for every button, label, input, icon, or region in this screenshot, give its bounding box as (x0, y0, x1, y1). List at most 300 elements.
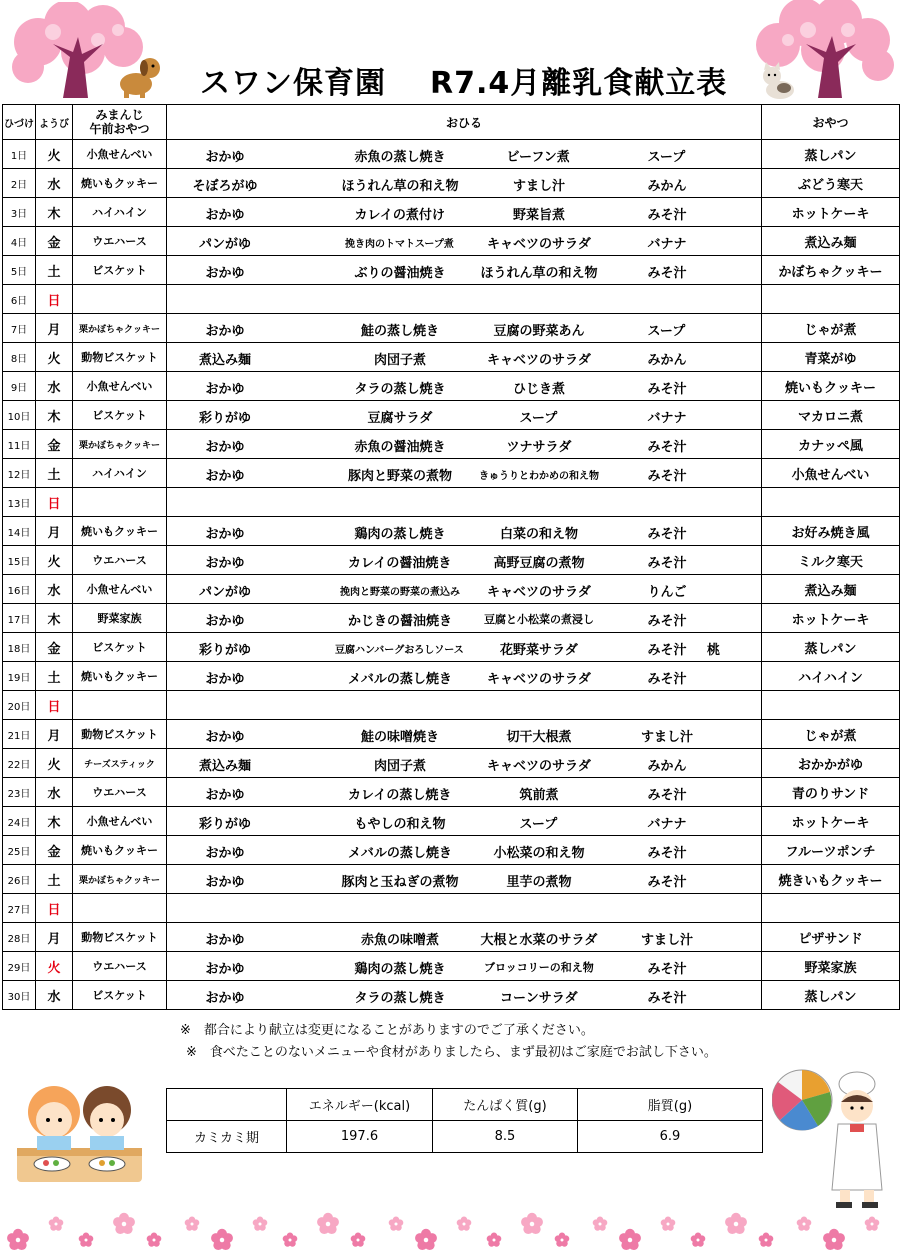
lunch-item-3: 豆腐の野菜あん (493, 324, 585, 339)
row-date: 22日 (3, 749, 36, 778)
row-am-snack: 動物ビスケット (73, 343, 167, 372)
lunch-item-3: ブロッコリーの和え物 (484, 961, 594, 974)
lunch-item-3: スープ (519, 411, 558, 426)
sakura-flower-icon (823, 1229, 845, 1250)
row-am-snack: 小魚せんべい (73, 575, 167, 604)
row-lunch (167, 517, 762, 546)
lunch-item-1: おかゆ (205, 672, 245, 687)
lunch-item-3: ビーフン煮 (506, 150, 570, 165)
lunch-item-2: メバルの蒸し焼き (348, 672, 452, 687)
lunch-item-1: おかゆ (205, 382, 245, 397)
menu-row (3, 981, 900, 1010)
row-weekday: 日 (36, 285, 73, 314)
menu-row (3, 314, 900, 343)
lunch-item-1: おかゆ (205, 614, 245, 629)
sakura-flower-icon (7, 1229, 29, 1250)
lunch-item-1: パンがゆ (199, 585, 252, 600)
notes (180, 1020, 717, 1064)
menu-row (3, 807, 900, 836)
sakura-border (0, 1210, 900, 1255)
row-weekday: 火 (36, 343, 73, 372)
lunch-item-3: キャベツのサラダ (487, 585, 591, 600)
sakura-flower-icon (185, 1217, 200, 1231)
row-weekday: 日 (36, 488, 73, 517)
row-date: 27日 (3, 894, 36, 923)
cat-icon (760, 62, 800, 100)
row-date: 25日 (3, 836, 36, 865)
row-am-snack: 栗かぼちゃクッキー (73, 314, 167, 343)
menu-row (3, 372, 900, 401)
row-weekday: 金 (36, 633, 73, 662)
row-date: 4日 (3, 227, 36, 256)
menu-row (3, 575, 900, 604)
lunch-item-4: みそ汁 (647, 208, 687, 223)
row-pm-snack: ホットケーキ (762, 198, 900, 227)
row-pm-snack: 蒸しパン (762, 981, 900, 1010)
lunch-item-2: メバルの蒸し焼き (348, 846, 452, 861)
header-am-snack-line1: みまんじ (95, 108, 144, 122)
row-date: 26日 (3, 865, 36, 894)
row-am-snack: 野菜家族 (73, 604, 167, 633)
lunch-item-3: ひじき煮 (513, 382, 566, 397)
row-pm-snack: 煮込み麺 (762, 575, 900, 604)
lunch-item-4: みそ汁 (647, 527, 687, 542)
nutrition-header-energy: エネルギー(kcal) (287, 1089, 433, 1121)
lunch-item-4: みそ汁 (647, 643, 687, 658)
lunch-item-4: バナナ (647, 237, 687, 252)
row-weekday: 金 (36, 836, 73, 865)
row-date: 17日 (3, 604, 36, 633)
menu-row (3, 894, 900, 923)
menu-row (3, 285, 900, 314)
menu-body (3, 140, 900, 1010)
row-pm-snack: ハイハイン (762, 662, 900, 691)
row-date: 12日 (3, 459, 36, 488)
lunch-item-1: おかゆ (205, 933, 245, 948)
row-lunch (167, 343, 762, 372)
lunch-item-1: そぼろがゆ (192, 179, 258, 194)
sakura-flower-icon (253, 1217, 268, 1231)
lunch-item-1: おかゆ (205, 266, 245, 281)
lunch-item-2: 挽肉と野菜の野菜の煮込み (340, 587, 460, 598)
lunch-item-4: みそ汁 (647, 788, 687, 803)
row-pm-snack: ミルク寒天 (762, 546, 900, 575)
lunch-item-3: 豆腐と小松菜の煮浸し (484, 613, 594, 626)
sakura-flower-icon (147, 1233, 162, 1247)
row-am-snack (73, 691, 167, 720)
menu-header-row (3, 105, 900, 140)
lunch-item-4: みそ汁 (647, 556, 687, 571)
row-am-snack: 栗かぼちゃクッキー (73, 430, 167, 459)
row-date: 6日 (3, 285, 36, 314)
lunch-item-2: かじきの醤油焼き (348, 614, 453, 629)
sakura-flower-icon (555, 1233, 570, 1247)
row-lunch (167, 198, 762, 227)
row-lunch (167, 952, 762, 981)
lunch-item-1: おかゆ (205, 730, 245, 745)
row-lunch (167, 807, 762, 836)
row-pm-snack: 小魚せんべい (762, 459, 900, 488)
row-pm-snack (762, 691, 900, 720)
sakura-flower-icon (619, 1229, 641, 1250)
menu-row (3, 633, 900, 662)
sakura-flower-icon (661, 1217, 676, 1231)
menu-row (3, 749, 900, 778)
lunch-item-2: カレイの煮付け (354, 208, 445, 223)
row-am-snack: ウエハース (73, 778, 167, 807)
lunch-item-3: ツナサラダ (506, 440, 572, 455)
menu-row (3, 836, 900, 865)
lunch-item-4: りんご (647, 585, 687, 600)
row-lunch (167, 575, 762, 604)
row-date: 13日 (3, 488, 36, 517)
header-date: ひづけ (3, 105, 36, 140)
header-am-snack-line2: 午前おやつ (89, 122, 150, 136)
row-pm-snack: 蒸しパン (762, 140, 900, 169)
lunch-item-2: カレイの醤油焼き (348, 556, 452, 571)
row-weekday: 月 (36, 314, 73, 343)
row-weekday: 金 (36, 430, 73, 459)
row-am-snack: ビスケット (73, 981, 167, 1010)
row-pm-snack: 煮込み麺 (762, 227, 900, 256)
sakura-flower-icon (593, 1217, 608, 1231)
row-lunch (167, 401, 762, 430)
row-weekday: 月 (36, 720, 73, 749)
chef-icon (772, 1062, 892, 1212)
row-weekday: 水 (36, 778, 73, 807)
row-weekday: 水 (36, 575, 73, 604)
row-am-snack: ビスケット (73, 401, 167, 430)
row-am-snack: ハイハイン (73, 198, 167, 227)
lunch-item-1: 彩りがゆ (199, 817, 252, 832)
row-lunch (167, 778, 762, 807)
nutrition-stage: カミカミ期 (167, 1121, 287, 1153)
lunch-item-2: ほうれん草の和え物 (341, 179, 459, 194)
row-weekday: 月 (36, 517, 73, 546)
lunch-item-1: おかゆ (205, 469, 245, 484)
row-lunch (167, 459, 762, 488)
lunch-item-4: みそ汁 (647, 991, 687, 1006)
row-date: 10日 (3, 401, 36, 430)
row-am-snack: 焼いもクッキー (73, 836, 167, 865)
lunch-item-3: 花野菜サラダ (500, 643, 578, 658)
row-pm-snack: 焼いもクッキー (762, 372, 900, 401)
lunch-item-1: おかゆ (205, 788, 245, 803)
nutrition-header-fat: 脂質(g) (578, 1089, 763, 1121)
lunch-item-2: 鮭の味噌焼き (361, 730, 440, 745)
menu-row (3, 343, 900, 372)
row-date: 2日 (3, 169, 36, 198)
lunch-item-5: 桃 (707, 643, 721, 658)
row-am-snack: 小魚せんべい (73, 372, 167, 401)
nutrition-header-protein: たんぱく質(g) (433, 1089, 578, 1121)
lunch-item-4: みそ汁 (647, 266, 687, 281)
lunch-item-3: ほうれん草の和え物 (480, 266, 598, 281)
sakura-flower-icon (691, 1233, 706, 1247)
row-lunch (167, 256, 762, 285)
menu-row (3, 517, 900, 546)
menu-row (3, 691, 900, 720)
menu-row (3, 198, 900, 227)
row-lunch (167, 865, 762, 894)
lunch-item-2: もやしの和え物 (354, 817, 446, 832)
lunch-item-3: 小松菜の和え物 (493, 846, 585, 861)
row-pm-snack: じゃが煮 (762, 720, 900, 749)
lunch-item-3: キャベツのサラダ (487, 759, 591, 774)
row-pm-snack: 野菜家族 (762, 952, 900, 981)
row-lunch (167, 546, 762, 575)
lunch-item-2: 鮭の蒸し焼き (361, 324, 440, 339)
row-pm-snack: じゃが煮 (762, 314, 900, 343)
header-weekday: ようび (36, 105, 73, 140)
lunch-item-4: みそ汁 (647, 672, 687, 687)
lunch-item-4: みかん (647, 759, 687, 774)
row-lunch (167, 749, 762, 778)
row-am-snack: ビスケット (73, 256, 167, 285)
lunch-item-2: 肉団子煮 (374, 353, 427, 368)
menu-row (3, 865, 900, 894)
lunch-item-1: 煮込み麺 (199, 353, 252, 368)
row-am-snack: ウエハース (73, 952, 167, 981)
sakura-flower-icon (797, 1217, 812, 1231)
lunch-item-1: おかゆ (205, 324, 245, 339)
row-weekday: 木 (36, 198, 73, 227)
nutrition-header-row (167, 1089, 763, 1121)
row-date: 23日 (3, 778, 36, 807)
lunch-item-2: ぶりの醤油焼き (354, 266, 446, 281)
menu-row (3, 227, 900, 256)
row-lunch (167, 430, 762, 459)
row-lunch (167, 691, 762, 720)
row-am-snack: 栗かぼちゃクッキー (73, 865, 167, 894)
row-am-snack: 小魚せんべい (73, 140, 167, 169)
lunch-item-2: カレイの蒸し焼き (348, 788, 452, 803)
lunch-item-1: おかゆ (205, 991, 245, 1006)
lunch-item-2: タラの蒸し焼き (354, 991, 446, 1006)
lunch-item-2: 挽き肉のトマトスープ煮 (345, 239, 454, 250)
row-lunch (167, 140, 762, 169)
nutrition-protein-value: 8.5 (433, 1121, 578, 1153)
nutrition-header-blank (167, 1089, 287, 1121)
lunch-item-2: 豆腐ハンバーグおろしソース (335, 645, 464, 656)
menu-row (3, 459, 900, 488)
row-date: 11日 (3, 430, 36, 459)
row-lunch (167, 285, 762, 314)
row-pm-snack: 蒸しパン (762, 633, 900, 662)
lunch-item-3: 野菜旨煮 (513, 208, 566, 223)
row-lunch (167, 488, 762, 517)
row-am-snack: 動物ビスケット (73, 720, 167, 749)
row-date: 7日 (3, 314, 36, 343)
lunch-item-2: 肉団子煮 (374, 759, 427, 774)
row-date: 9日 (3, 372, 36, 401)
row-weekday: 土 (36, 865, 73, 894)
lunch-item-4: スープ (647, 150, 686, 165)
row-weekday: 土 (36, 662, 73, 691)
lunch-item-3: 切干大根煮 (506, 730, 572, 745)
row-am-snack: ハイハイン (73, 459, 167, 488)
row-am-snack: ビスケット (73, 633, 167, 662)
row-lunch (167, 314, 762, 343)
row-weekday: 水 (36, 372, 73, 401)
lunch-item-1: おかゆ (205, 527, 245, 542)
row-date: 15日 (3, 546, 36, 575)
row-lunch (167, 662, 762, 691)
row-date: 30日 (3, 981, 36, 1010)
lunch-item-2: 豚肉と野菜の煮物 (348, 469, 453, 484)
row-lunch (167, 894, 762, 923)
lunch-item-2: 赤魚の味噌煮 (361, 933, 440, 948)
row-weekday: 土 (36, 459, 73, 488)
lunch-item-4: みそ汁 (647, 469, 687, 484)
sakura-flower-icon (487, 1233, 502, 1247)
row-pm-snack: 青のりサンド (762, 778, 900, 807)
lunch-item-2: タラの蒸し焼き (354, 382, 446, 397)
row-date: 28日 (3, 923, 36, 952)
menu-row (3, 169, 900, 198)
lunch-item-4: バナナ (647, 411, 687, 426)
nutrition-table (166, 1088, 763, 1153)
row-pm-snack (762, 285, 900, 314)
row-pm-snack: ホットケーキ (762, 604, 900, 633)
sakura-flower-icon (759, 1233, 774, 1247)
row-weekday: 水 (36, 169, 73, 198)
row-lunch (167, 836, 762, 865)
menu-title: R7.4月離乳食献立表 (430, 66, 728, 101)
lunch-item-3: きゅうりとわかめの和え物 (479, 471, 599, 482)
lunch-item-1: パンがゆ (199, 237, 252, 252)
row-weekday: 木 (36, 807, 73, 836)
row-am-snack (73, 894, 167, 923)
lunch-item-1: おかゆ (205, 846, 245, 861)
sakura-flower-icon (415, 1229, 437, 1250)
row-am-snack: チーズスティック (73, 749, 167, 778)
row-weekday: 水 (36, 981, 73, 1010)
row-lunch (167, 720, 762, 749)
row-lunch (167, 981, 762, 1010)
menu-table (2, 104, 900, 1010)
lunch-item-4: みそ汁 (647, 614, 687, 629)
lunch-item-2: 鶏肉の蒸し焼き (354, 527, 446, 542)
nutrition-fat-value: 6.9 (578, 1121, 763, 1153)
menu-row (3, 488, 900, 517)
nutrition-value-row (167, 1121, 763, 1153)
row-weekday: 木 (36, 401, 73, 430)
lunch-item-3: スープ (519, 817, 558, 832)
row-pm-snack (762, 488, 900, 517)
row-weekday: 日 (36, 691, 73, 720)
row-am-snack (73, 285, 167, 314)
lunch-item-4: みそ汁 (647, 875, 687, 890)
row-lunch (167, 923, 762, 952)
row-am-snack: ウエハース (73, 227, 167, 256)
menu-row (3, 778, 900, 807)
lunch-item-1: おかゆ (205, 208, 245, 223)
lunch-item-1: 彩りがゆ (199, 411, 252, 426)
row-pm-snack (762, 894, 900, 923)
lunch-item-1: おかゆ (205, 962, 245, 977)
row-pm-snack: フルーツポンチ (762, 836, 900, 865)
row-date: 1日 (3, 140, 36, 169)
row-am-snack: 焼いもクッキー (73, 662, 167, 691)
lunch-item-1: おかゆ (205, 556, 245, 571)
lunch-item-3: キャベツのサラダ (487, 237, 591, 252)
row-date: 14日 (3, 517, 36, 546)
row-pm-snack: 青菜がゆ (762, 343, 900, 372)
row-date: 20日 (3, 691, 36, 720)
lunch-item-4: みそ汁 (647, 846, 687, 861)
sakura-flower-icon (79, 1233, 94, 1247)
row-pm-snack: おかかがゆ (762, 749, 900, 778)
row-pm-snack: カナッペ風 (762, 430, 900, 459)
sakura-flower-icon (317, 1213, 339, 1234)
sakura-flower-icon (211, 1229, 233, 1250)
row-weekday: 木 (36, 604, 73, 633)
row-am-snack: ウエハース (73, 546, 167, 575)
row-date: 18日 (3, 633, 36, 662)
school-name: スワン保育園 (200, 66, 386, 101)
row-weekday: 土 (36, 256, 73, 285)
lunch-item-1: 煮込み麺 (199, 759, 252, 774)
lunch-item-3: キャベツのサラダ (487, 672, 591, 687)
lunch-item-4: スープ (647, 324, 686, 339)
lunch-item-2: 豚肉と玉ねぎの煮物 (341, 875, 459, 890)
menu-row (3, 430, 900, 459)
sakura-flower-icon (389, 1217, 404, 1231)
row-weekday: 金 (36, 227, 73, 256)
lunch-item-3: 大根と水菜のサラダ (480, 933, 598, 948)
menu-row (3, 256, 900, 285)
menu-row (3, 720, 900, 749)
sakura-flower-icon (351, 1233, 366, 1247)
children-eating-icon (12, 1066, 147, 1188)
row-lunch (167, 604, 762, 633)
row-date: 16日 (3, 575, 36, 604)
note-1: ※ 都合により献立は変更になることがありますのでご了承ください。 (180, 1023, 594, 1038)
sakura-flower-icon (113, 1213, 135, 1234)
lunch-item-4: すまし汁 (641, 933, 694, 948)
menu-row (3, 401, 900, 430)
row-lunch (167, 169, 762, 198)
row-pm-snack: かぼちゃクッキー (762, 256, 900, 285)
lunch-item-4: すまし汁 (641, 730, 694, 745)
row-pm-snack: ピザサンド (762, 923, 900, 952)
row-am-snack: 焼いもクッキー (73, 517, 167, 546)
header-am-snack (73, 105, 167, 140)
row-am-snack: 焼いもクッキー (73, 169, 167, 198)
lunch-item-2: 赤魚の醤油焼き (354, 440, 446, 455)
lunch-item-3: 里芋の煮物 (506, 875, 572, 890)
sakura-flower-icon (521, 1213, 543, 1234)
menu-row (3, 140, 900, 169)
lunch-item-1: おかゆ (205, 440, 245, 455)
row-am-snack (73, 488, 167, 517)
lunch-item-4: みそ汁 (647, 962, 687, 977)
sakura-flower-icon (725, 1213, 747, 1234)
lunch-item-1: おかゆ (205, 150, 245, 165)
lunch-item-3: 白菜の和え物 (500, 527, 579, 542)
row-am-snack: 小魚せんべい (73, 807, 167, 836)
row-date: 5日 (3, 256, 36, 285)
sakura-flower-icon (457, 1217, 472, 1231)
lunch-item-2: 赤魚の蒸し焼き (354, 150, 446, 165)
lunch-item-4: バナナ (647, 817, 687, 832)
row-lunch (167, 633, 762, 662)
lunch-item-1: おかゆ (205, 875, 245, 890)
row-pm-snack: ぶどう寒天 (762, 169, 900, 198)
lunch-item-3: コーンサラダ (500, 991, 578, 1006)
lunch-item-4: みかん (647, 179, 687, 194)
